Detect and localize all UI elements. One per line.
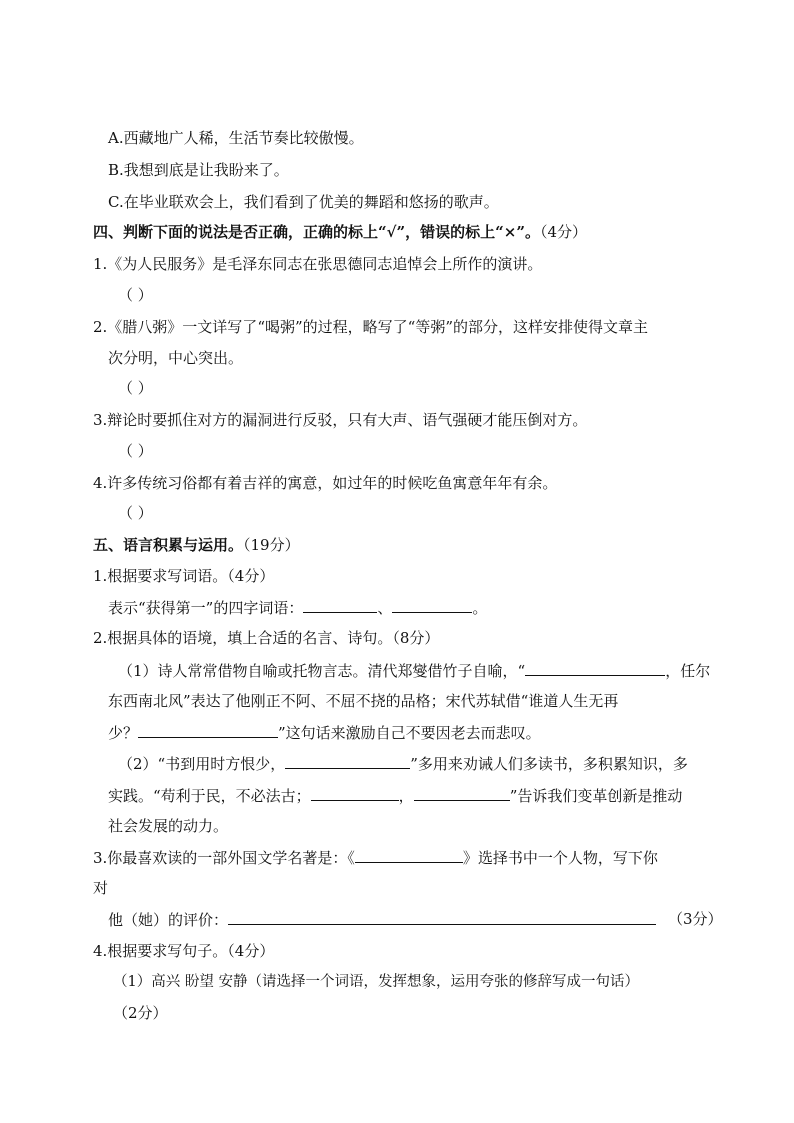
s4-q1-answer-paren: （ ） — [118, 286, 153, 304]
s5-q2-2-text-b: ”多用来劝诫人们多读书，多积累知识，多 — [410, 755, 688, 773]
section-5-title: 五、语言积累与运用。 — [93, 536, 244, 554]
s5-q2-2-text-c: 实践。“苟利于民，不必法古； — [108, 787, 311, 805]
s5-q2-1-line3 — [108, 722, 541, 743]
section-4-title: 四、判断下面的说法是否正确，正确的标上“√”，错误的标上“×”。 — [93, 223, 540, 241]
s5-q3-text-a: 3.你最喜欢读的一部外国文学名著是：《 — [93, 849, 355, 867]
s5-q3-text-b: 》选择书中一个人物，写下你 — [462, 849, 658, 867]
s4-question-4: 4.许多传统习俗都有着吉祥的寓意，如过年的时候吃鱼寓意年年有余。 — [93, 474, 558, 492]
section-5-points: （19分） — [243, 536, 300, 554]
s4-question-1: 1.《为人民服务》是毛泽东同志在张思德同志追悼会上所作的演讲。 — [93, 255, 543, 273]
s5-q2-2-text-e: ”告诉我们变革创新是推动 — [509, 787, 683, 805]
s4-q3-answer-paren: （ ） — [118, 442, 153, 460]
s5-q1-title: 1.根据要求写词语。（4分） — [93, 567, 275, 585]
s5-q3-line3 — [108, 909, 656, 930]
s5-q4-title: 4.根据要求写句子。（4分） — [93, 942, 275, 960]
s5-q2-2-blank-3[interactable] — [414, 785, 510, 801]
option-b: B.我想到底是让我盼来了。 — [108, 161, 289, 179]
s5-q1-sep: 、 — [377, 599, 393, 617]
s5-q3-book-blank[interactable] — [355, 847, 463, 863]
s4-q4-answer-paren: （ ） — [118, 504, 153, 522]
s5-q4-1-points: （2分） — [113, 1004, 168, 1022]
section-5-heading — [93, 535, 300, 555]
s5-q2-1-line2: 东西南北风”表达了他刚正不阿、不屈不挠的品格；宋代苏轼借“谁道人生无再 — [108, 692, 619, 710]
s5-q2-2-blank-1[interactable] — [285, 753, 410, 769]
s5-q1-blank-1[interactable] — [303, 597, 377, 613]
s5-q1-prompt-line — [108, 597, 487, 618]
s5-q3-line1 — [93, 847, 658, 868]
s5-q1-end: 。 — [472, 599, 488, 617]
s5-q2-2-line1 — [118, 753, 688, 774]
s5-q2-1-blank-1[interactable] — [525, 660, 665, 676]
section-4-points: （4分） — [539, 223, 587, 241]
s5-q1-prompt: 表示“获得第一”的四字词语： — [108, 599, 304, 617]
s5-q2-2-line2 — [108, 785, 682, 806]
s5-q1-blank-2[interactable] — [392, 597, 472, 613]
s5-q3-points: （3分） — [668, 910, 723, 928]
s4-question-2-line1: 2.《腊八粥》一文详写了“喝粥”的过程，略写了“等粥”的部分，这样安排使得文章主 — [93, 318, 648, 336]
s4-question-2-line2: 次分明，中心突出。 — [108, 349, 244, 367]
s5-q2-1-text-b: ，任尔 — [665, 662, 711, 680]
s5-q2-2-line3: 社会发展的动力。 — [108, 817, 229, 835]
s5-q4-1-prompt: （1）高兴 盼望 安静（请选择一个词语，发挥想象，运用夸张的修辞写成一句话） — [113, 974, 639, 990]
s5-q2-1-text-e: ”这句话来激励自己不要因老去而悲叹。 — [278, 724, 541, 742]
s5-q3-text-d: 他（她）的评价： — [108, 911, 229, 929]
s5-q2-1-text-a: （1）诗人常常借物自喻或托物言志。清代郑燮借竹子自喻，“ — [118, 662, 526, 680]
s5-q2-2-blank-2[interactable] — [311, 785, 399, 801]
s5-q2-2-text-a: （2）“书到用时方恨少， — [118, 755, 286, 773]
s5-q2-title: 2.根据具体的语境，填上合适的名言、诗句。（8分） — [93, 629, 440, 647]
s5-q2-1-line1 — [118, 660, 710, 681]
option-a: A.西藏地广人稀，生活节奏比较傲慢。 — [108, 129, 364, 147]
s5-q2-2-text-d: ， — [398, 787, 414, 805]
s4-q2-answer-paren: （ ） — [118, 379, 153, 397]
s4-question-3: 3.辩论时要抓住对方的漏洞进行反驳，只有大声、语气强硬才能压倒对方。 — [93, 411, 588, 429]
s5-q3-line2: 对 — [93, 879, 109, 897]
section-4-heading — [93, 222, 587, 242]
option-c: C.在毕业联欢会上，我们看到了优美的舞蹈和悠扬的歌声。 — [108, 193, 499, 211]
s5-q2-1-blank-2[interactable] — [138, 722, 278, 738]
s5-q3-review-blank[interactable] — [228, 909, 656, 925]
s5-q2-1-text-d: 少？ — [108, 724, 139, 742]
